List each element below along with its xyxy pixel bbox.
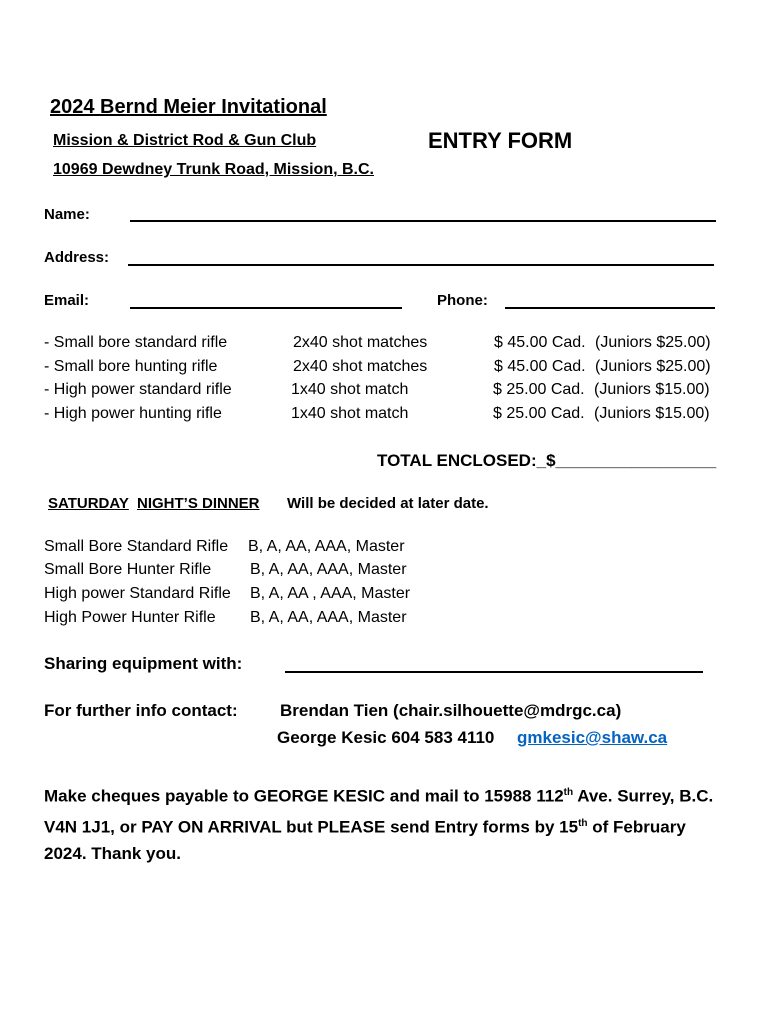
contact-brendan: Brendan Tien (chair.silhouette@mdrgc.ca)	[280, 701, 622, 720]
event-junior-price: (Juniors $15.00)	[594, 381, 710, 398]
total-enclosed-label: TOTAL ENCLOSED:_$	[377, 451, 556, 470]
event-matches: 2x40 shot matches	[293, 334, 428, 351]
class-name: Small Bore Standard Rifle	[44, 538, 229, 555]
event-matches: 2x40 shot matches	[293, 358, 428, 375]
phone-label: Phone:	[437, 292, 488, 309]
event-name: - High power standard rifle	[44, 381, 232, 398]
name-field[interactable]	[130, 220, 716, 222]
dinner-label-saturday: SATURDAY	[48, 495, 129, 512]
event-price: $ 45.00 Cad.	[494, 334, 586, 351]
class-grades: B, A, AA, AAA, Master	[250, 561, 407, 578]
event-matches: 1x40 shot match	[291, 381, 409, 398]
class-name: High power Standard Rifle	[44, 585, 231, 602]
event-name: - High power hunting rifle	[44, 405, 222, 422]
address-field[interactable]	[128, 264, 714, 266]
event-price: $ 25.00 Cad.	[493, 405, 585, 422]
contact-label: For further info contact:	[44, 701, 238, 720]
sharing-field[interactable]	[285, 671, 703, 673]
event-junior-price: (Juniors $15.00)	[594, 405, 710, 422]
address-label: Address:	[44, 249, 110, 266]
event-title: 2024 Bernd Meier Invitational	[50, 96, 327, 118]
email-field[interactable]	[130, 307, 402, 309]
form-title: ENTRY FORM	[428, 128, 573, 153]
class-grades: B, A, AA, AAA, Master	[250, 609, 407, 626]
dinner-note: Will be decided at later date.	[287, 495, 489, 512]
class-name: High Power Hunter Rifle	[44, 609, 216, 626]
class-grades: B, A, AA , AAA, Master	[250, 585, 411, 602]
email-label: Email:	[44, 292, 90, 309]
class-grades: B, A, AA, AAA, Master	[248, 538, 405, 555]
dinner-label-night: NIGHT’S DINNER	[137, 495, 260, 512]
phone-field[interactable]	[505, 307, 715, 309]
club-name: Mission & District Rod & Gun Club	[53, 132, 317, 149]
event-name: - Small bore hunting rifle	[44, 358, 218, 375]
sharing-label: Sharing equipment with:	[44, 654, 243, 673]
event-junior-price: (Juniors $25.00)	[595, 358, 711, 375]
event-price: $ 45.00 Cad.	[494, 358, 586, 375]
name-label: Name:	[44, 206, 90, 223]
contact-email-link[interactable]: gmkesic@shaw.ca	[517, 728, 668, 747]
class-name: Small Bore Hunter Rifle	[44, 561, 212, 578]
total-enclosed-blank: _________________	[555, 451, 717, 470]
contact-george: George Kesic 604 583 4110	[277, 728, 495, 747]
event-name: - Small bore standard rifle	[44, 334, 228, 351]
event-junior-price: (Juniors $25.00)	[595, 334, 711, 351]
event-matches: 1x40 shot match	[291, 405, 409, 422]
club-address: 10969 Dewdney Trunk Road, Mission, B.C.	[53, 161, 374, 178]
closing-instructions: Make cheques payable to GEORGE KESIC and mail to 15988 112th Ave. Surrey, B.C. V4N 1J1, or PAY ON ARRIVAL but PLEASE send Entry forms by 15th of February 2024. Thank you.	[44, 786, 714, 864]
total-enclosed-field[interactable]	[377, 451, 716, 471]
event-price: $ 25.00 Cad.	[493, 381, 585, 398]
